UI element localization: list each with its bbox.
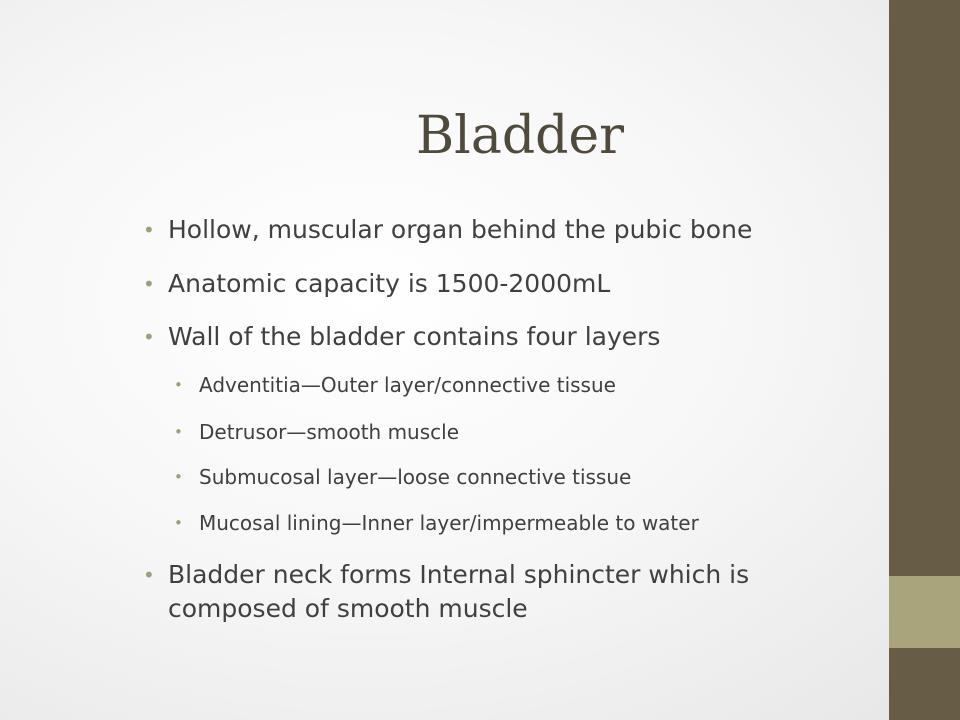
bullet-item <box>143 558 863 626</box>
bullet-text-line1: Bladder neck forms Internal sphincter which is <box>168 560 750 589</box>
bullet-item <box>143 320 863 354</box>
sub-bullet-dot-icon: • <box>174 376 183 394</box>
bullet-dot-icon: • <box>143 218 155 242</box>
sub-bullet-item <box>174 509 854 537</box>
sub-bullet-dot-icon: • <box>174 423 183 441</box>
bullet-text: Hollow, muscular organ behind the pubic bone <box>168 215 753 244</box>
bullet-dot-icon: • <box>143 272 155 296</box>
bullet-dot-icon: • <box>143 563 155 587</box>
sub-bullet-text: Detrusor—smooth muscle <box>199 420 460 444</box>
slide-title: Bladder <box>415 106 625 166</box>
bullet-text: Anatomic capacity is 1500-2000mL <box>168 269 611 298</box>
bullet-text: Wall of the bladder contains four layers <box>168 322 661 351</box>
sub-bullet-text: Adventitia—Outer layer/connective tissue <box>199 373 616 397</box>
sub-bullet-text: Mucosal lining—Inner layer/impermeable to water <box>199 511 699 535</box>
sub-bullet-item <box>174 418 854 446</box>
sub-bullet-text: Submucosal layer—loose connective tissue <box>199 465 632 489</box>
side-decor-accent <box>889 576 960 648</box>
sub-bullet-item <box>174 371 854 399</box>
sub-bullet-dot-icon: • <box>174 514 183 532</box>
bullet-text-line2: composed of smooth muscle <box>168 594 528 623</box>
bullet-item <box>143 213 863 247</box>
sub-bullet-dot-icon: • <box>174 468 183 486</box>
bullet-item <box>143 267 863 301</box>
sub-bullet-item <box>174 463 854 491</box>
bullet-dot-icon: • <box>143 325 155 349</box>
